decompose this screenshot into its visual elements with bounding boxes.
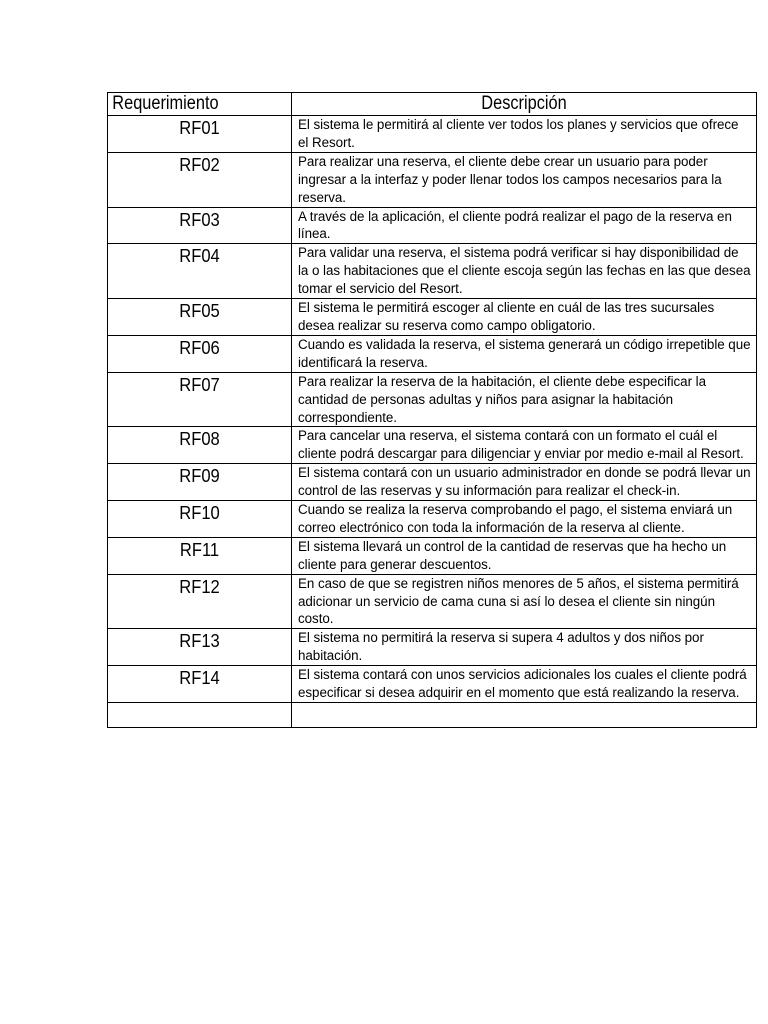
requirement-description: El sistema contará con un usuario administrador en donde se podrá llevar un control de las reservas y su información para realizar el check-in. — [298, 465, 751, 499]
requirement-description: Para realizar una reserva, el cliente debe crear un usuario para poder ingresar a la interfaz y poder llenar todos los campos necesarios para la reserva. — [298, 153, 722, 205]
requirement-description: El sistema contará con unos servicios adicionales los cuales el cliente podrá especificar si desea adquirir en el momento que está realizando la reserva. — [298, 667, 747, 701]
requirement-code: RF12 — [179, 576, 220, 597]
requirement-code: RF07 — [179, 374, 220, 395]
requirement-code: RF09 — [179, 466, 220, 487]
table-row — [108, 629, 757, 666]
requirement-description: El sistema llevará un control de la cantidad de reservas que ha hecho un cliente para generar descuentos. — [298, 538, 727, 572]
requirement-code: RF14 — [179, 668, 220, 689]
table-row — [108, 537, 757, 574]
requirement-description: Para realizar la reserva de la habitación, el cliente debe especificar la cantidad de personas adultas y niños para asignar la habitación correspondiente. — [298, 373, 706, 425]
header-cell-requirement — [108, 93, 292, 116]
table-row — [108, 427, 757, 464]
table-row — [108, 207, 757, 244]
requirement-code: RF13 — [179, 631, 220, 652]
requirement-description: El sistema no permitirá la reserva si supera 4 adultos y dos niños por habitación. — [298, 630, 704, 664]
requirement-code: RF02 — [179, 154, 220, 175]
requirement-description: El sistema le permitirá al cliente ver todos los planes y servicios que ofrece el Resort. — [298, 117, 739, 150]
requirement-code: RF01 — [179, 118, 220, 138]
header-description: Descripción — [481, 93, 567, 114]
table-header-row — [108, 93, 757, 116]
header-cell-description — [292, 93, 757, 116]
requirement-description: Para validar una reserva, el sistema podrá verificar si hay disponibilidad de la o las habitaciones que el cliente escoja según las fechas en las que desea tomar el servicio del Resort. — [298, 245, 751, 297]
empty-cell — [292, 703, 757, 728]
requirement-code: RF05 — [179, 301, 220, 322]
requirement-description: En caso de que se registren niños menores de 5 años, el sistema permitirá adicionar un servicio de cama cuna si así lo desea el cliente sin ningún costo. — [298, 575, 739, 627]
header-requirement: Requerimiento — [112, 93, 219, 114]
table-row — [108, 335, 757, 372]
table-row — [108, 372, 757, 427]
requirement-description: Cuando es validada la reserva, el sistema generará un código irrepetible que identificará la reserva. — [298, 336, 751, 370]
table-row — [108, 574, 757, 629]
requirement-code: RF11 — [179, 539, 220, 560]
table-row — [108, 152, 757, 207]
requirement-code: RF08 — [179, 429, 220, 450]
requirement-code: RF04 — [179, 246, 220, 267]
requirement-code: RF03 — [179, 209, 220, 230]
table-row — [108, 116, 757, 153]
requirement-description: Cuando se realiza la reserva comprobando el pago, el sistema enviará un correo electrónico con toda la información de la reserva al cliente. — [298, 502, 733, 535]
table-row — [108, 299, 757, 336]
empty-cell — [108, 703, 292, 728]
table-row — [108, 464, 757, 501]
requirement-code: RF06 — [179, 337, 220, 358]
requirements-table — [107, 92, 757, 728]
empty-table-row — [108, 703, 757, 728]
requirement-description: A través de la aplicación, el cliente podrá realizar el pago de la reserva en línea. — [298, 208, 732, 242]
requirement-code: RF10 — [179, 503, 220, 524]
requirement-description: Para cancelar una reserva, el sistema contará con un formato el cuál el cliente podrá descargar para diligenciar y enviar por medio e-mail al Resort. — [298, 428, 744, 462]
table-row — [108, 501, 757, 538]
table-row — [108, 666, 757, 703]
requirement-description: El sistema le permitirá escoger al cliente en cuál de las tres sucursales desea realizar su reserva como campo obligatorio. — [298, 300, 715, 333]
table-row — [108, 244, 757, 299]
